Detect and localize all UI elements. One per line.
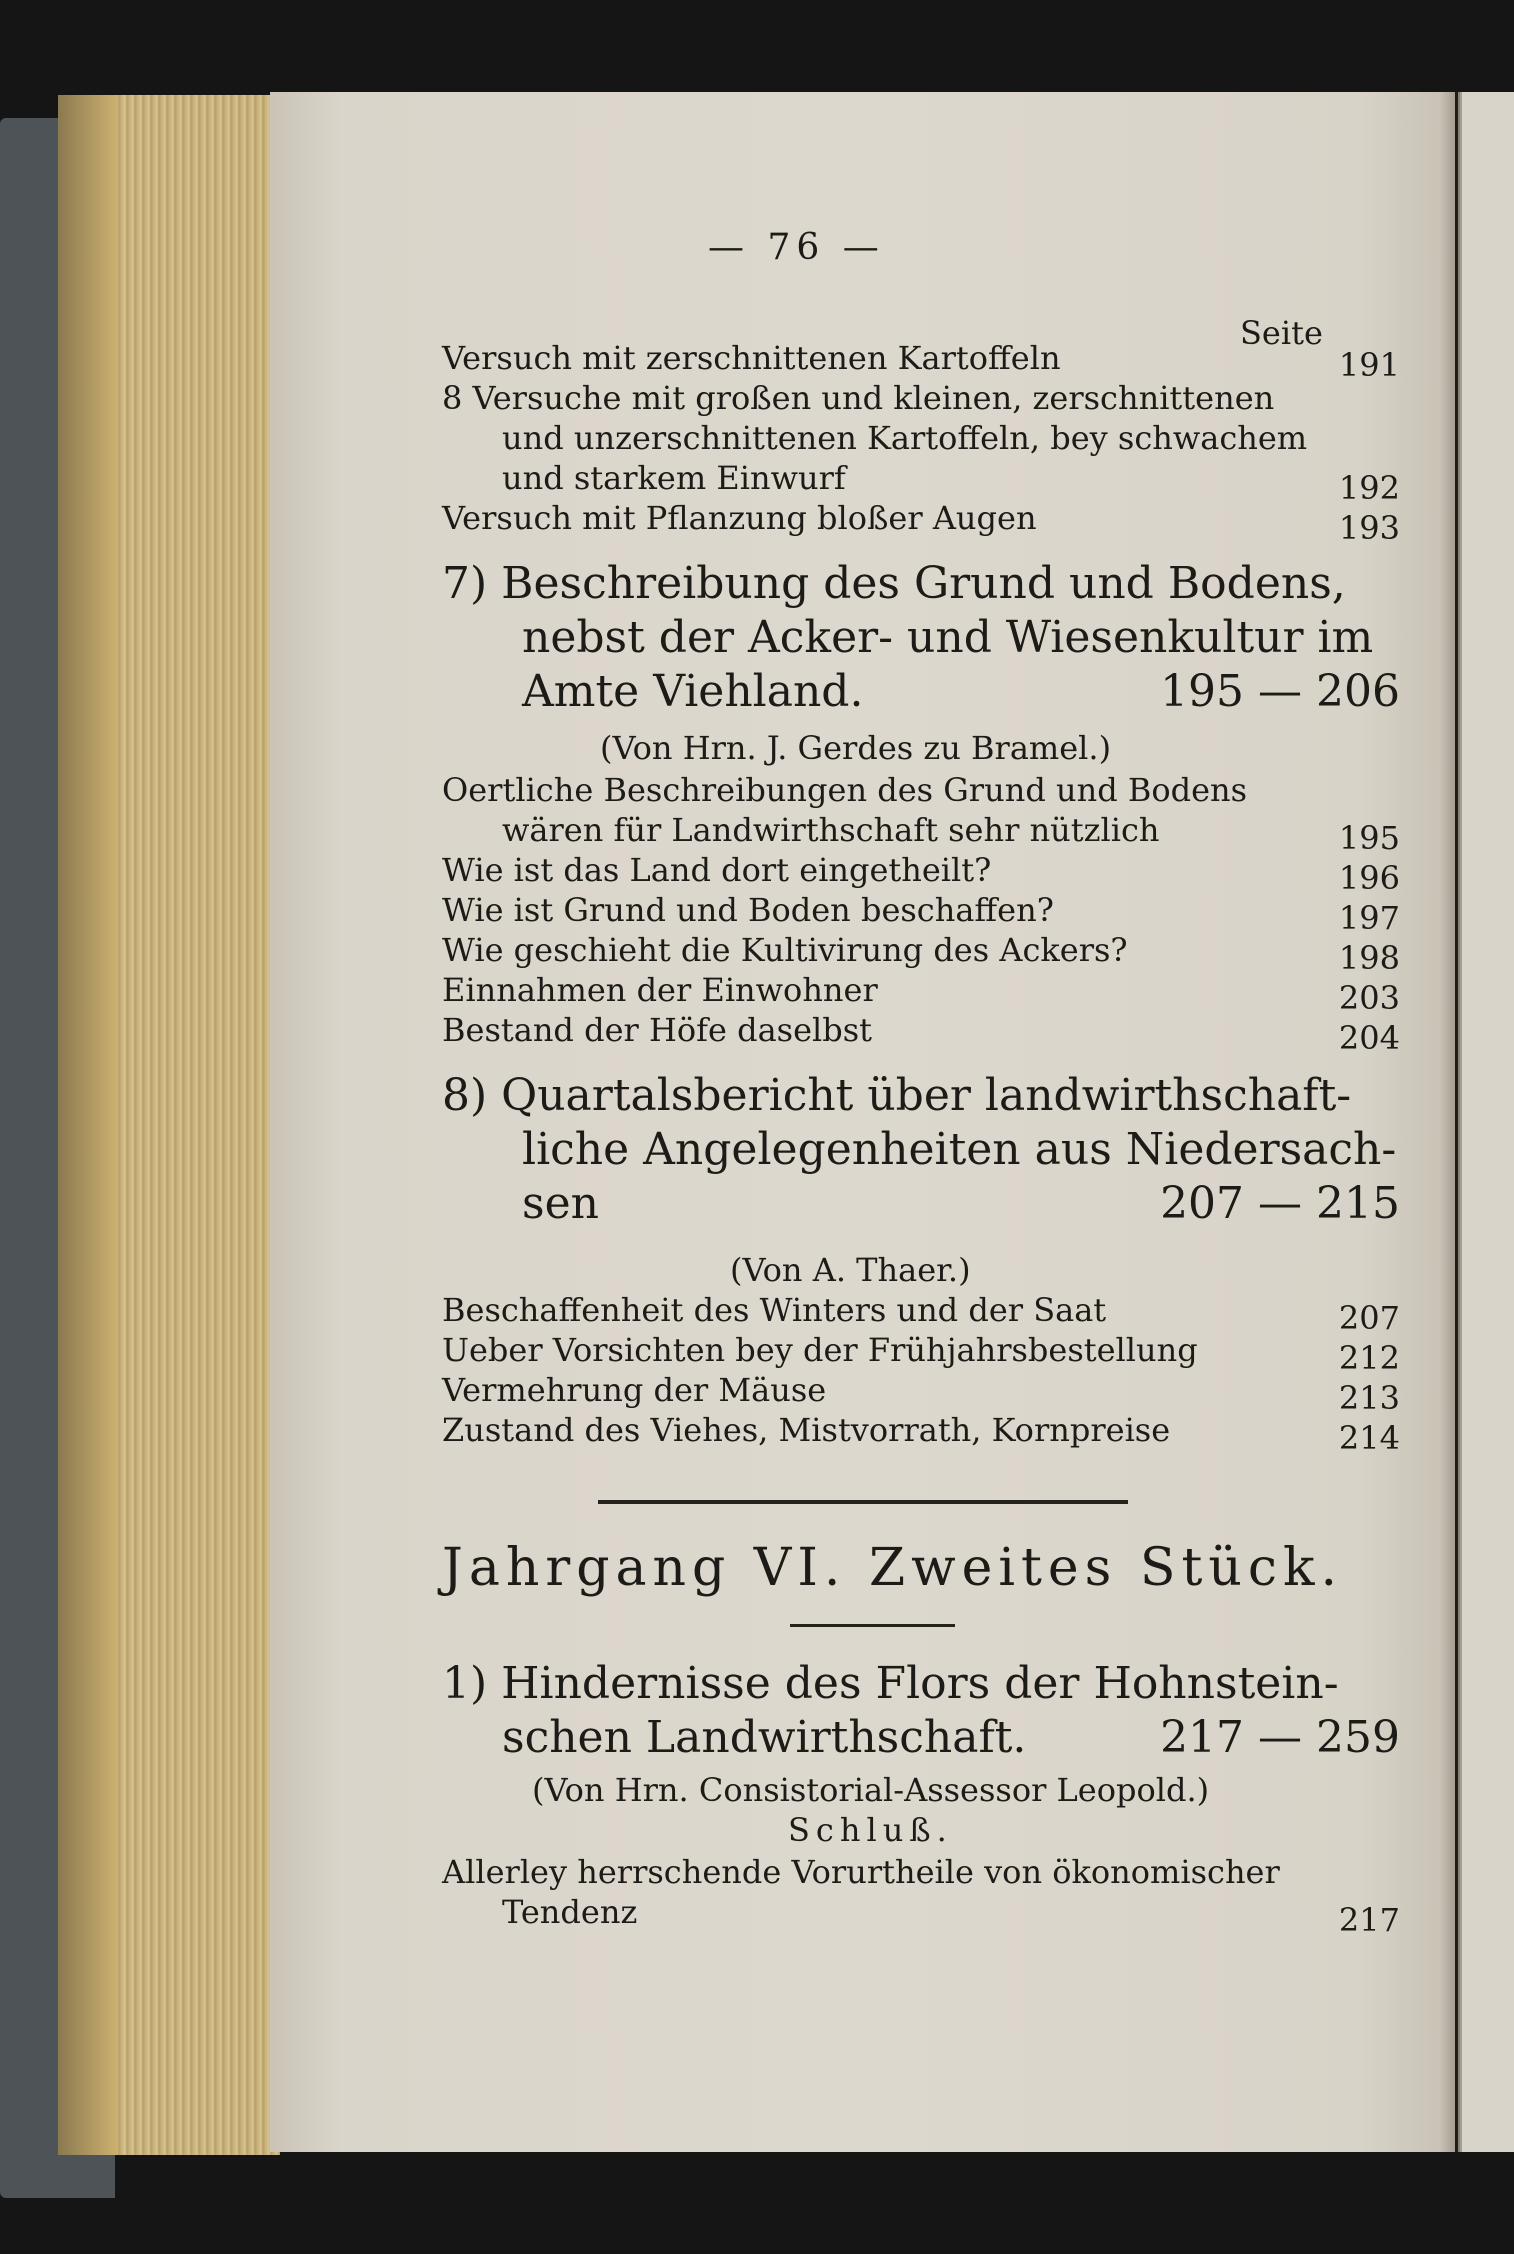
entry-text: Wie ist das Land dort eingetheilt? [442,851,992,889]
entry-text: wären für Landwirthschaft sehr nützlich [502,811,1160,849]
entry-page: 197 [1338,899,1400,937]
entry-text: Beschaffenheit des Winters und der Saat [442,1291,1107,1329]
entry-text: Ueber Vorsichten bey der Frühjahrsbestellung [442,1331,1198,1369]
entry-text: Bestand der Höfe daselbst [442,1011,873,1049]
entry-page: 217 [1338,1901,1400,1939]
section-7-pages: 195 — 206 [1160,666,1400,717]
section-divider [598,1500,1128,1504]
section-8-pages: 207 — 215 [1160,1178,1400,1229]
facing-page [1458,92,1514,2152]
entry-text: und starkem Einwurf [502,459,846,497]
section-7-author: (Von Hrn. J. Gerdes zu Bramel.) [600,729,1112,767]
year-heading: Jahrgang VI. Zweites Stück. [442,1538,1344,1598]
entry-page: 192 [1338,469,1400,507]
section-1-title-line: schen Landwirthschaft. [502,1712,1027,1763]
entry-text: Wie ist Grund und Boden beschaffen? [442,891,1054,929]
entry-page: 214 [1338,1419,1400,1457]
entry-page: 193 [1338,509,1400,547]
entry-page: 207 [1338,1299,1400,1337]
entry-text: Allerley herrschende Vorurtheile von ökonomischer [442,1853,1280,1891]
section-1-author: (Von Hrn. Consistorial-Assessor Leopold.) [532,1771,1210,1809]
entry-text: 8 Versuche mit großen und kleinen, zerschnittenen [442,379,1275,417]
entry-text: und unzerschnittenen Kartoffeln, bey schwachem [502,419,1308,457]
heading-underline [790,1624,955,1627]
entry-page: 198 [1338,939,1400,977]
section-1-title-line: 1) Hindernisse des Flors der Hohnstein- [442,1658,1339,1709]
entry-text: Tendenz [502,1893,638,1931]
section-8-title-line: 8) Quartalsbericht über landwirthschaft- [442,1070,1352,1121]
entry-page: 204 [1338,1019,1400,1057]
section-8-title-line: sen [522,1178,599,1229]
entry-text: Oertliche Beschreibungen des Grund und Bodens [442,771,1248,809]
section-1-pages: 217 — 259 [1160,1712,1400,1763]
gilded-edge [58,95,118,2155]
section-7-title-line: 7) Beschreibung des Grund und Bodens, [442,558,1346,609]
entry-page: 203 [1338,979,1400,1017]
section-7-title-line: nebst der Acker- und Wiesenkultur im [522,612,1374,663]
entry-text: Einnahmen der Einwohner [442,971,878,1009]
entry-text: Wie geschieht die Kultivirung des Ackers? [442,931,1128,969]
entry-text: Versuch mit zerschnittenen Kartoffeln [442,339,1061,377]
entry-page: 213 [1338,1379,1400,1417]
section-1-conclusion: Schluß. [788,1811,953,1849]
section-7-title-line: Amte Viehland. [522,666,864,717]
entry-page: 191 [1338,346,1400,384]
seite-label: Seite [1240,314,1323,352]
entry-page: 195 [1338,819,1400,857]
entry-page: 212 [1338,1339,1400,1377]
page-gutter [1440,92,1462,2152]
book-page [270,92,1455,2152]
entry-text: Versuch mit Pflanzung bloßer Augen [442,499,1037,537]
section-8-author: (Von A. Thaer.) [730,1251,971,1289]
entry-text: Vermehrung der Mäuse [442,1371,827,1409]
section-8-title-line: liche Angelegenheiten aus Niedersach- [522,1124,1397,1175]
entry-page: 196 [1338,859,1400,897]
page-number: — 76 — [708,227,885,268]
entry-text: Zustand des Viehes, Mistvorrath, Kornpreise [442,1411,1171,1449]
